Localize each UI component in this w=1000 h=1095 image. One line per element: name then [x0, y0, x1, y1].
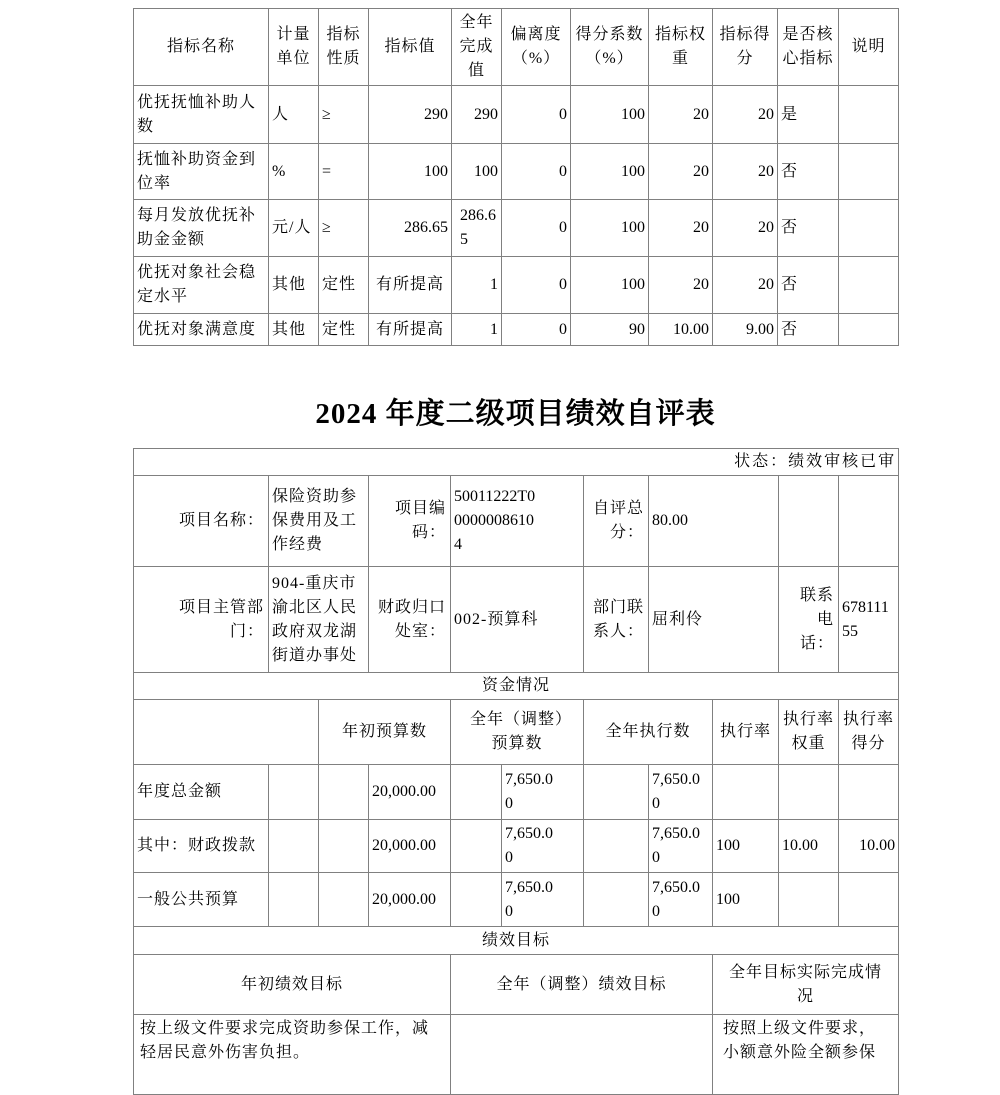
- contact-value: 屈利伶: [649, 567, 779, 673]
- header-note: 说明: [839, 9, 899, 86]
- cell-score: 20: [713, 200, 778, 257]
- funding-initial: 20,000.00: [369, 765, 451, 820]
- cell-indicator-name: 优抚抚恤补助人数: [134, 86, 269, 144]
- header-exec-rate: 执行率: [713, 700, 779, 765]
- header-initial-budget: 年初预算数: [319, 700, 451, 765]
- funding-rate: 100: [713, 820, 779, 873]
- funding-rate-score: 10.00: [839, 820, 899, 873]
- cell-score: 20: [713, 86, 778, 144]
- adjusted-goal-text: [451, 1015, 713, 1095]
- funding-row: [134, 820, 899, 873]
- cell-note: [839, 200, 899, 257]
- header-initial-goal: 年初绩效目标: [134, 955, 451, 1015]
- header-nature: 指标性质: [319, 9, 369, 86]
- wrapped-number: 7,650.00: [505, 825, 553, 866]
- status-row: [134, 449, 899, 476]
- goals-header-row: [134, 955, 899, 1015]
- empty-cell: [319, 765, 369, 820]
- indicator-row: [134, 314, 899, 346]
- project-dept-row: [134, 567, 899, 673]
- cell-deviation: 0: [502, 144, 571, 200]
- empty-cell: [319, 820, 369, 873]
- empty-cell: [451, 765, 502, 820]
- cell-nature: ≥: [319, 200, 369, 257]
- header-adjusted-budget: 全年（调整）预算数: [451, 700, 584, 765]
- cell-is-core: 否: [778, 200, 839, 257]
- empty-cell: [451, 820, 502, 873]
- indicator-row: [134, 86, 899, 144]
- cell-unit: 人: [269, 86, 319, 144]
- cell-note: [839, 86, 899, 144]
- goals-section-row: [134, 927, 899, 955]
- empty-cell: [779, 476, 839, 567]
- goals-section-title: 绩效目标: [134, 927, 899, 955]
- empty-cell: [134, 700, 319, 765]
- funding-executed: [649, 765, 713, 820]
- empty-cell: [584, 873, 649, 927]
- cell-indicator-name: 抚恤补助资金到位率: [134, 144, 269, 200]
- funding-adjusted: [502, 873, 584, 927]
- cell-is-core: 否: [778, 314, 839, 346]
- cell-completed: 1: [452, 314, 502, 346]
- wrapped-number: 7,650.00: [505, 771, 553, 812]
- goals-content-row: [134, 1015, 899, 1095]
- status-text: 状态：绩效审核已审: [134, 449, 899, 476]
- funding-row-label: 年度总金额: [134, 765, 269, 820]
- phone-label: 联系电话：: [779, 567, 839, 673]
- indicator-row: [134, 257, 899, 314]
- cell-deviation: 0: [502, 86, 571, 144]
- funding-executed: [649, 820, 713, 873]
- cell-indicator-name: 优抚对象社会稳定水平: [134, 257, 269, 314]
- cell-target: 286.65: [369, 200, 452, 257]
- funding-header-row: [134, 700, 899, 765]
- cell-target: 100: [369, 144, 452, 200]
- indicator-row: [134, 144, 899, 200]
- cell-target: 有所提高: [369, 314, 452, 346]
- indicator-table: [133, 8, 899, 346]
- phone-value: [839, 567, 899, 673]
- header-target-value: 指标值: [369, 9, 452, 86]
- cell-deviation: 0: [502, 257, 571, 314]
- header-actual-completion: 全年目标实际完成情况: [713, 955, 899, 1015]
- header-completed-value: 全年完成值: [452, 9, 502, 86]
- wrapped-number: 286.65: [460, 207, 496, 248]
- cell-coefficient: 100: [571, 86, 649, 144]
- self-score-label: 自评总分：: [584, 476, 649, 567]
- cell-note: [839, 314, 899, 346]
- actual-completion-text: 按照上级文件要求，小额意外险全额参保: [713, 1015, 899, 1095]
- header-executed: 全年执行数: [584, 700, 713, 765]
- cell-unit: 元/人: [269, 200, 319, 257]
- cell-is-core: 否: [778, 257, 839, 314]
- cell-unit: %: [269, 144, 319, 200]
- empty-cell: [269, 765, 319, 820]
- cell-coefficient: 100: [571, 257, 649, 314]
- funding-row: [134, 873, 899, 927]
- wrapped-code: 50011222T000000086104: [454, 488, 536, 553]
- funding-rate: [713, 765, 779, 820]
- funding-rate-score: [839, 873, 899, 927]
- cell-score: 20: [713, 144, 778, 200]
- cell-nature: 定性: [319, 257, 369, 314]
- header-adjusted-goal: 全年（调整）绩效目标: [451, 955, 713, 1015]
- header-weight: 指标权重: [649, 9, 713, 86]
- wrapped-number: 7,650.00: [505, 878, 553, 920]
- contact-label: 部门联系人：: [584, 567, 649, 673]
- cell-nature: =: [319, 144, 369, 200]
- funding-rate: 100: [713, 873, 779, 927]
- empty-cell: [584, 765, 649, 820]
- self-eval-table: [133, 448, 899, 1095]
- funding-initial: 20,000.00: [369, 873, 451, 927]
- cell-weight: 20: [649, 86, 713, 144]
- header-indicator-name: 指标名称: [134, 9, 269, 86]
- wrapped-number: 7,650.00: [652, 825, 700, 866]
- cell-coefficient: 90: [571, 314, 649, 346]
- header-rate-weight: 执行率权重: [779, 700, 839, 765]
- document: [133, 8, 898, 1095]
- cell-indicator-name: 优抚对象满意度: [134, 314, 269, 346]
- cell-note: [839, 144, 899, 200]
- cell-is-core: 否: [778, 144, 839, 200]
- dept-label: 项目主管部门：: [134, 567, 269, 673]
- funding-row-label: 其中：财政拨款: [134, 820, 269, 873]
- wrapped-number: 7,650.00: [652, 878, 700, 920]
- dept-value: 904-重庆市渝北区人民政府双龙湖街道办事处: [269, 567, 369, 673]
- cell-completed: 290: [452, 86, 502, 144]
- cell-deviation: 0: [502, 200, 571, 257]
- project-code-label: 项目编码：: [369, 476, 451, 567]
- cell-is-core: 是: [778, 86, 839, 144]
- cell-target: 290: [369, 86, 452, 144]
- cell-nature: ≥: [319, 86, 369, 144]
- project-code-value: [451, 476, 584, 567]
- empty-cell: [451, 873, 502, 927]
- funding-row-label: 一般公共预算: [134, 873, 269, 927]
- wrapped-phone: 67811155: [842, 598, 889, 640]
- self-score-value: 80.00: [649, 476, 779, 567]
- empty-cell: [584, 820, 649, 873]
- header-deviation: 偏离度（%）: [502, 9, 571, 86]
- cell-score: 20: [713, 257, 778, 314]
- empty-cell: [839, 476, 899, 567]
- funding-section-row: [134, 673, 899, 700]
- cell-completed: 100: [452, 144, 502, 200]
- cell-target: 有所提高: [369, 257, 452, 314]
- cell-unit: 其他: [269, 257, 319, 314]
- finance-office-value: 002-预算科: [451, 567, 584, 673]
- funding-rate-score: [839, 765, 899, 820]
- header-is-core: 是否核心指标: [778, 9, 839, 86]
- funding-adjusted: [502, 820, 584, 873]
- project-name-row: [134, 476, 899, 567]
- cell-weight: 20: [649, 200, 713, 257]
- indicator-header-row: [134, 9, 899, 86]
- cell-completed: [452, 200, 502, 257]
- funding-rate-weight: [779, 873, 839, 927]
- finance-office-label: 财政归口处室：: [369, 567, 451, 673]
- header-unit: 计量单位: [269, 9, 319, 86]
- initial-goal-text: 按上级文件要求完成资助参保工作，减轻居民意外伤害负担。: [134, 1015, 451, 1095]
- funding-rate-weight: [779, 765, 839, 820]
- funding-executed: [649, 873, 713, 927]
- cell-weight: 20: [649, 144, 713, 200]
- cell-weight: 20: [649, 257, 713, 314]
- cell-nature: 定性: [319, 314, 369, 346]
- header-score-coefficient: 得分系数（%）: [571, 9, 649, 86]
- cell-note: [839, 257, 899, 314]
- funding-initial: 20,000.00: [369, 820, 451, 873]
- funding-section-title: 资金情况: [134, 673, 899, 700]
- cell-completed: 1: [452, 257, 502, 314]
- cell-deviation: 0: [502, 314, 571, 346]
- cell-unit: 其他: [269, 314, 319, 346]
- project-name-label: 项目名称：: [134, 476, 269, 567]
- indicator-row: [134, 200, 899, 257]
- empty-cell: [319, 873, 369, 927]
- cell-coefficient: 100: [571, 144, 649, 200]
- cell-weight: 10.00: [649, 314, 713, 346]
- page-title: 2024 年度二级项目绩效自评表: [315, 398, 716, 430]
- funding-adjusted: [502, 765, 584, 820]
- header-score: 指标得分: [713, 9, 778, 86]
- cell-indicator-name: 每月发放优抚补助金金额: [134, 200, 269, 257]
- cell-score: 9.00: [713, 314, 778, 346]
- empty-cell: [269, 820, 319, 873]
- wrapped-number: 7,650.00: [652, 771, 700, 812]
- empty-cell: [269, 873, 319, 927]
- funding-rate-weight: 10.00: [779, 820, 839, 873]
- cell-coefficient: 100: [571, 200, 649, 257]
- funding-row: [134, 765, 899, 820]
- project-name-value: 保险资助参保费用及工作经费: [269, 476, 369, 567]
- header-rate-score: 执行率得分: [839, 700, 899, 765]
